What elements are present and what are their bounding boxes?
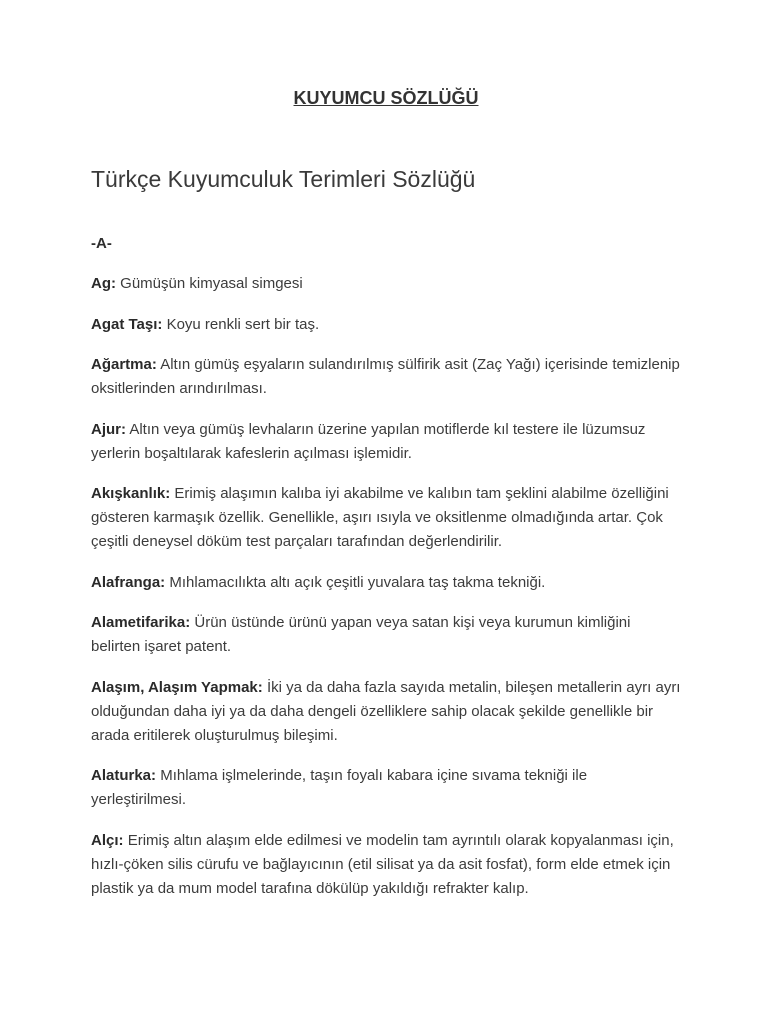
entry-term: Agat Taşı: [91,315,163,333]
entry-definition: Erimiş altın alaşım elde edilmesi ve modelin tam ayrıntılı olarak kopyalanması için, hızlı-çöken silis cürufu ve bağlayıcının (etil silisat ya da asit fosfat), form elde etmek için plastik ya da mum model tarafına dökülüp yakıldığı refrakter kalıp. [91,831,674,897]
section-letter-heading: -A- [91,235,112,252]
glossary-entry-list [91,272,681,917]
entry-term: Ağartma: [91,356,157,373]
glossary-entry [91,272,681,296]
entry-definition: İki ya da daha fazla sayıda metalin, bileşen metallerin ayrı ayrı olduğundan daha iyi ya da daha dengeli özelliklere sahip olacak şekilde genellikle bir arada eritilerek oluşturulmuş bileşimi. [91,678,681,744]
glossary-entry [91,764,681,812]
entry-term: Alafranga: [91,573,166,591]
entry-term: Alçı: [91,831,124,849]
document-subtitle: Türkçe Kuyumculuk Terimleri Sözlüğü [91,166,476,192]
entry-definition: Erimiş alaşımın kalıba iyi akabilme ve kalıbın tam şeklini alabilme özelliğini gösteren karmaşık özellik. Genellikle, aşırı ısıyla ve oksitlenme olmadığında artar. Çok çeşitli deneysel döküm test parçaları tarafından değerlendirilir. [91,485,669,550]
entry-definition: Altın veya gümüş levhaların üzerine yapılan motiflerde kıl testere ile lüzumsuz yerlerin boşaltılarak kafeslerin açılması işlemidir. [91,420,646,462]
entry-term: Akışkanlık: [91,485,171,502]
glossary-entry [91,418,681,466]
glossary-entry [91,313,681,337]
entry-definition: Ürün üstünde ürünü yapan veya satan kişi veya kurumun kimliğini belirten işaret patent. [91,614,631,655]
entry-term: Ajur: [91,420,126,438]
entry-definition: Koyu renkli sert bir taş. [166,315,320,333]
entry-term: Ag: [91,275,116,292]
entry-definition: Mıhlamacılıkta altı açık çeşitli yuvalara taş takma tekniği. [169,573,546,591]
glossary-entry [91,611,681,659]
entry-term: Alaşım, Alaşım Yapmak: [91,678,263,696]
glossary-entry [91,571,681,595]
entry-definition: Gümüşün kimyasal simgesi [120,275,303,292]
entry-definition: Altın gümüş eşyaların sulandırılmış sülfirik asit (Zaç Yağı) içerisinde temizlenip oksitlerinden arındırılması. [91,356,680,397]
entry-term: Alametifarika: [91,614,191,631]
glossary-entry [91,482,681,554]
glossary-entry [91,829,681,901]
document-title: KUYUMCU SÖZLÜĞÜ [293,88,479,108]
entry-definition: Mıhlama işlmelerinde, taşın foyalı kabara içine sıvama tekniği ile yerleştirilmesi. [91,767,588,808]
glossary-entry [91,676,681,748]
entry-term: Alaturka: [91,767,157,784]
glossary-entry [91,353,681,401]
